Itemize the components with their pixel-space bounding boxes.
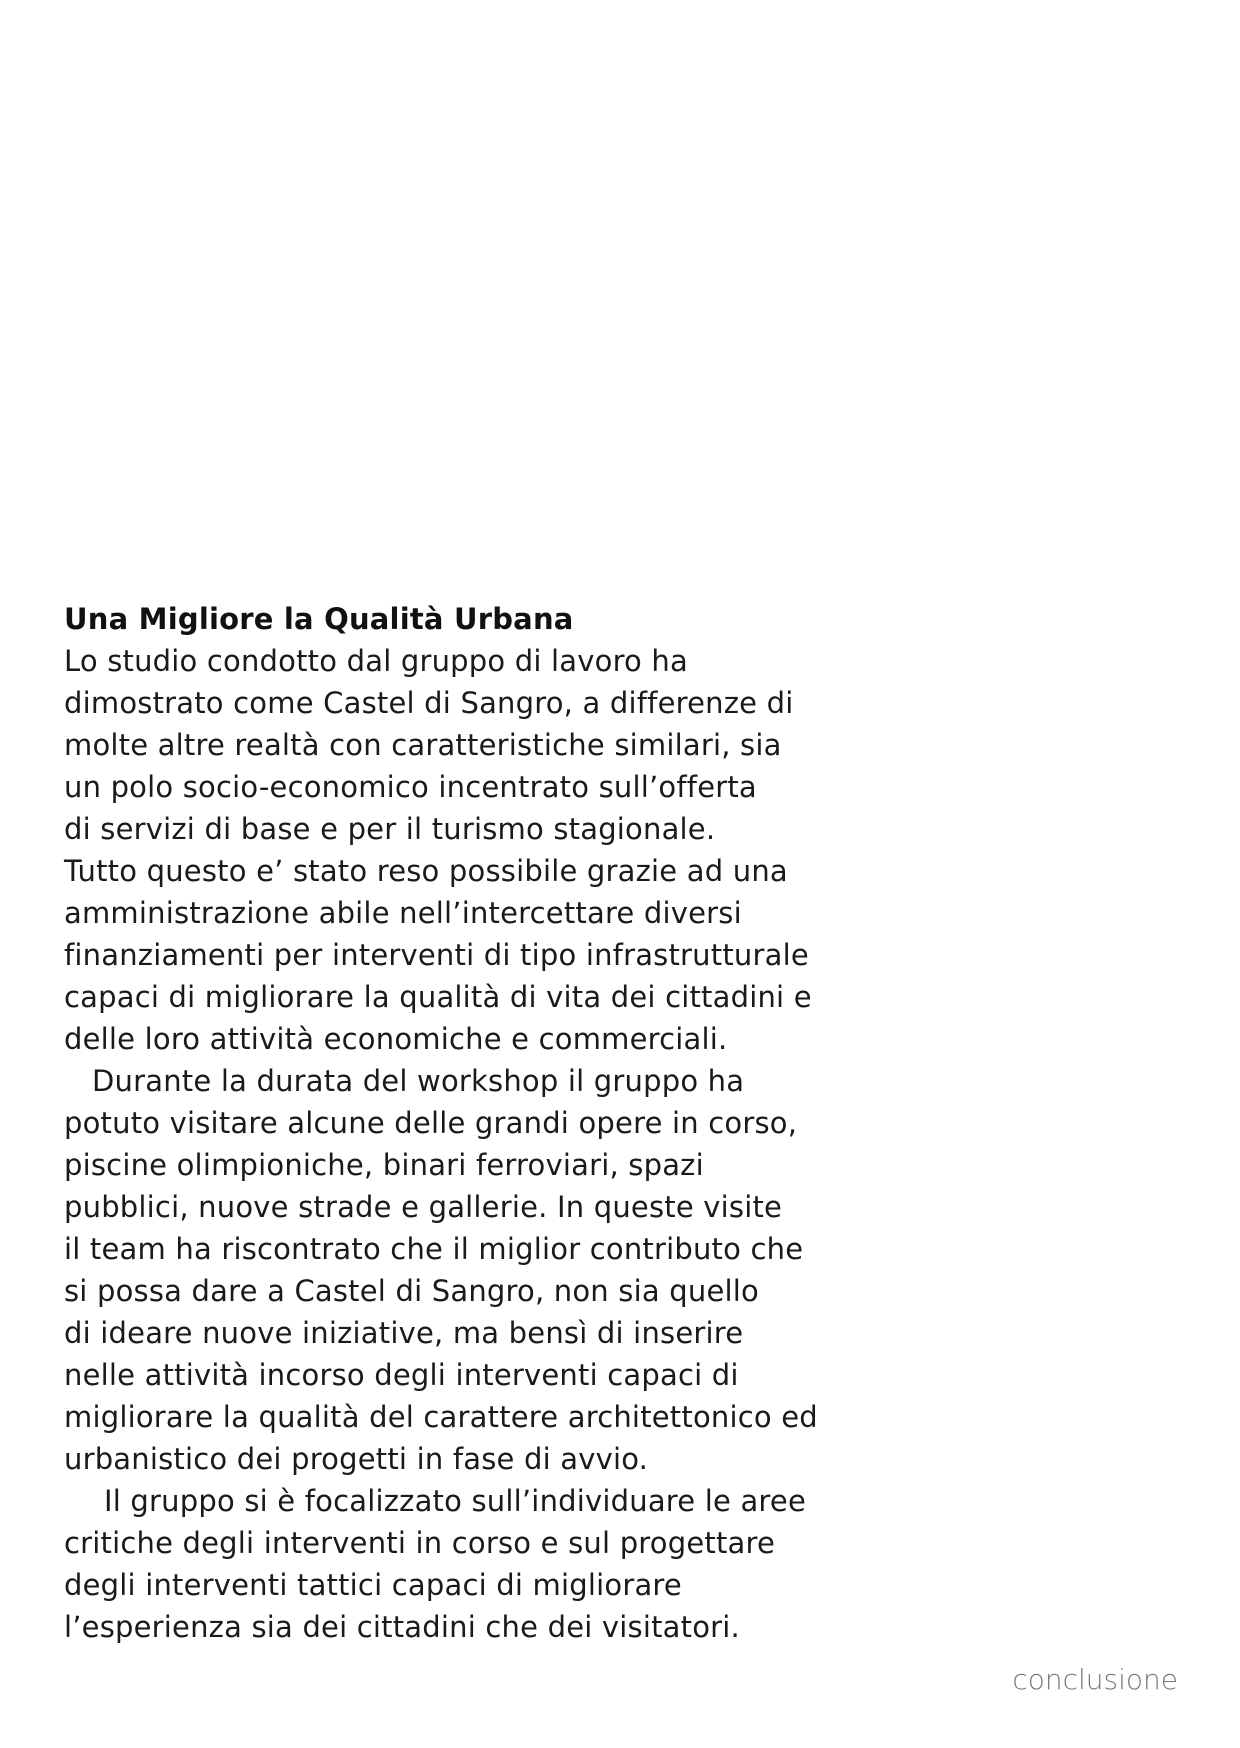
paragraph-workshop: Durante la durata del workshop il gruppo ha potuto visitare alcune delle grandi opere in corso, piscine olimpioniche, binari ferroviari, spazi pubblici, nuove strade e gallerie. In queste visite il team ha riscontrato che il miglior contributo che si possa dare a Castel di Sangro, non sia quello di ideare nuove iniziative, ma bensì di inserire nelle attività incorso degli interventi capaci di migliorare la qualità del carattere architettonico ed urbanistico dei progetti in fase di avvio.	[64, 1064, 818, 1476]
paragraph-focus: Il gruppo si è focalizzato sull’individuare le aree critiche degli interventi in corso e sul progettare degli interventi tattici capaci di migliorare l’esperienza sia dei cittadini che dei visitatori.	[64, 1484, 806, 1644]
section-label-footer: conclusione	[1012, 1663, 1178, 1696]
paragraph-intro: Lo studio condotto dal gruppo di lavoro ha dimostrato come Castel di Sangro, a differenze di molte altre realtà con caratteristiche similari, sia un polo socio-economico incentrato sull’offerta di servizi di base e per il turismo stagionale. Tutto questo e’ stato reso possibile grazie ad una amministrazione abile nell’intercettare diversi finanziamenti per interventi di tipo infrastrutturale capaci di migliorare la qualità di vita dei cittadini e delle loro attività economiche e commerciali.	[64, 644, 812, 1056]
section-heading: Una Migliore la Qualità Urbana	[64, 602, 574, 636]
article-body	[64, 598, 824, 1648]
